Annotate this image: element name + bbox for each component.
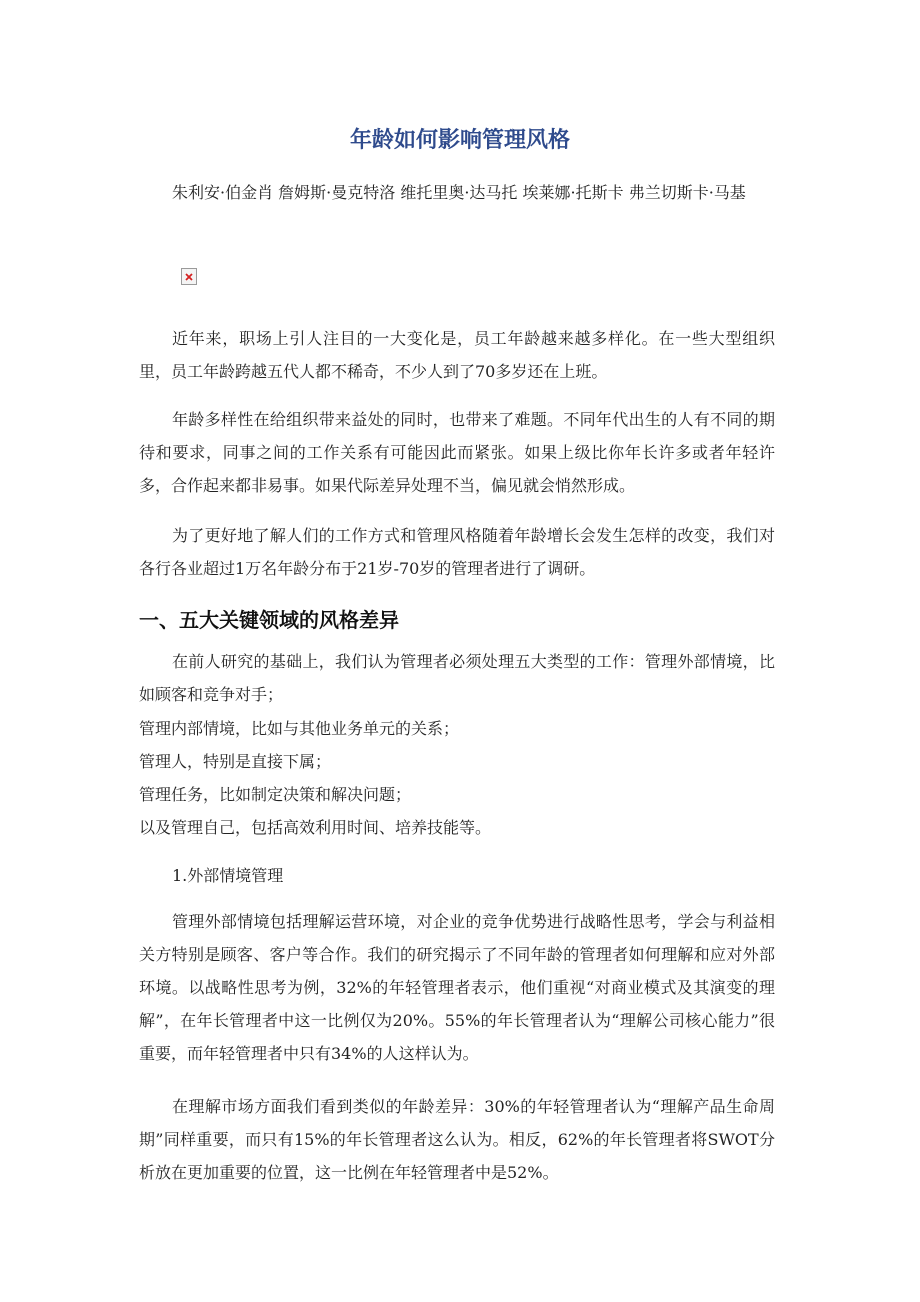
broken-image-x-glyph (182, 269, 196, 284)
broken-image-icon (181, 268, 197, 285)
article-title: 年龄如何影响管理风格 (349, 128, 570, 153)
list-item: 管理人，特别是直接下属； (139, 752, 332, 771)
subsection-heading: 1.外部情境管理 (172, 866, 284, 885)
section-heading: 一、五大关键领域的风格差异 (139, 608, 399, 632)
external-management-paragraph: 管理外部情境包括理解运营环境，对企业的竞争优势进行战略性思考，学会与利益相关方特别是顾客、客户等合作。我们的研究揭示了不同年龄的管理者如何理解和应对外部环境。以战略性思考为例，32%的年轻管理者表示，他们重视“对商业模式及其演变的理解”，在年长管理者中这一比例仅为20%。55%的年长管理者认为“理解公司核心能力”很重要，而年轻管理者中只有34%的人这样认为。 (139, 912, 775, 1063)
intro-paragraph-3: 为了更好地了解人们的工作方式和管理风格随着年龄增长会发生怎样的改变，我们对各行各业超过1万名年龄分布于21岁-70岁的管理者进行了调研。 (139, 526, 775, 578)
intro-paragraph-2: 年龄多样性在给组织带来益处的同时，也带来了难题。不同年代出生的人有不同的期待和要求，同事之间的工作关系有可能因此而紧张。如果上级比你年长许多或者年轻许多，合作起来都非易事。如果代际差异处理不当，偏见就会悄然形成。 (139, 410, 775, 495)
market-understanding-paragraph: 在理解市场方面我们看到类似的年龄差异：30%的年轻管理者认为“理解产品生命周期”同样重要，而只有15%的年长管理者这么认为。相反，62%的年长管理者将SWOT分析放在更加重要的位置，这一比例在年轻管理者中是52%。 (139, 1097, 775, 1182)
intro-paragraph-1: 近年来，职场上引人注目的一大变化是，员工年龄越来越多样化。在一些大型组织里，员工年龄跨越五代人都不稀奇，不少人到了70多岁还在上班。 (139, 329, 775, 381)
article-authors: 朱利安·伯金肖 詹姆斯·曼克特洛 维托里奥·达马托 埃莱娜·托斯卡 弗兰切斯卡·马基 (172, 183, 746, 202)
section-intro: 在前人研究的基础上，我们认为管理者必须处理五大类型的工作：管理外部情境，比如顾客和竞争对手； (139, 652, 775, 704)
list-item: 管理内部情境，比如与其他业务单元的关系； (139, 719, 460, 738)
list-item: 以及管理自己，包括高效利用时间、培养技能等。 (139, 818, 492, 837)
list-item: 管理任务，比如制定决策和解决问题； (139, 785, 412, 804)
